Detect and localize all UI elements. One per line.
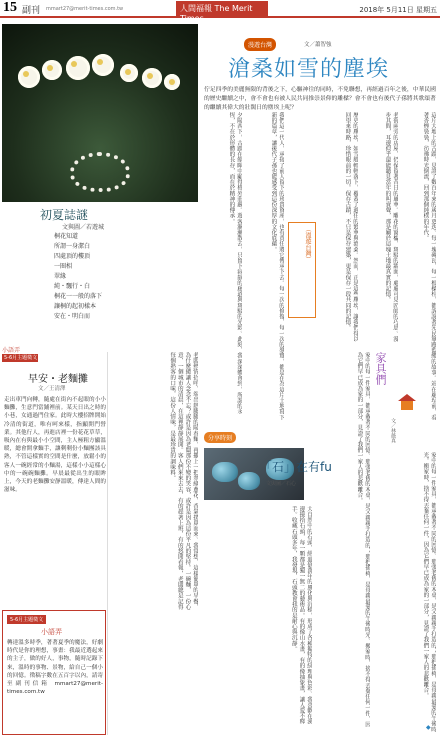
poem-line: 桐花一一般的落下 (54, 293, 103, 300)
stone-icon (212, 462, 238, 482)
poem-author: 文與圖／若遊城 (62, 224, 105, 231)
essay-continued: 老闆熱情招呼，端出熱騰騰的陽春麵，再撒上一把翠綠蔥花，香氣撲鼻而來。我常想，這樣簡單的早餐，為什麼總讓人念念不忘？或許是因為老闆那份不變的笑容，或許是因為這份平凡的堅持。一碗麵，一份心意，一個城市的清晨，在這裡靜靜展開。客人們來來去去，有的趕著上班，有的悠閒看報，老闆總是記得每個熟客的口味，這份人情味，是最珍貴的調味料。 (169, 352, 198, 610)
stone-section-title: 「石」在有fu (260, 460, 332, 474)
furniture-section-author: 文／林薇真 (390, 418, 396, 443)
poem-line: 翠緣 (54, 273, 67, 280)
flower-icon (66, 56, 90, 80)
article-headline: 滄桑如雪的塵埃 (228, 57, 390, 82)
furniture-section-body: 家中的每一件家具，都承載著不同的回憶。那張老舊的木桌，是父親親手打造的；那把搖椅，是母親最愛的午後時光。搬家時，捨不得丟棄任何一件，因為它們早已成為家的一部分，見證了我們一家人的悲歡離合。 (356, 352, 370, 728)
flower-icon (42, 60, 62, 80)
article-column: 我們這一代人，承接了前人留下的珍貴資產，也有責任將它傳承下去。每一次的修復，每一次的導覽，都是在為這片土地寫下新的篇章，讓後代子孫也能感受到這份深厚的文化底蘊。 (270, 112, 284, 420)
contact-email: mmart27@merit-times.com.tw (46, 6, 124, 12)
poem-line: 一圈相 (54, 263, 73, 270)
article-column: 這片大地上的古蹟，見證了數百年來的歲月更迭。每一塊磚瓦，每一根樑柱，都訴說著先民篳路藍縷的故事。站在廟埕前，看著香煙裊裊，彷彿時光倒流，回到那個純樸的年代。 (422, 112, 436, 420)
left-sidebar (0, 22, 200, 735)
newspaper-logo: 人間福報 The Merit Times (176, 1, 268, 16)
poem-title: 初夏誌謎 (40, 208, 89, 222)
article-end-icon: ◆ (426, 724, 431, 731)
issue-date: 2018年 5月11日 星期五 (359, 6, 437, 14)
house-icon (398, 394, 416, 410)
article-deck: 佇足四季的美麗無限的背後之下，心驅神往的同時，不免聯想，再經過百年之後，中華民國的歷史繼續之中，會不會也有被人民共同推崇景仰的雕樑？會不會也有後代子孫將其歌頌著的繼續其偉大的壯闊日的塵埃上呢？ (204, 87, 436, 111)
article-author: 文／蕭智強 (304, 42, 332, 48)
stone-icon (238, 472, 260, 490)
call-for-submissions-box (2, 610, 106, 735)
furniture-section-body-cont: 家中的每一件家具，都承載著不同的回憶。那張老舊的木桌，是父親親手打造的；那把搖椅，是母親最愛的午後時光。搬家時，捨不得丟棄任何一件，因為它們早已成為家的一部分，見證了我們一家人的悲歡離合。 (422, 452, 436, 732)
article-column: 老街兩旁的店屋，仍保留著昔日的風華。雕花的窗櫺，斑駁的牆面，處處可見匠師的巧思。漫步其間，耳邊似乎還能聽見當年的叫賣聲，那是屬於這塊土地最真實的記憶。 (384, 112, 398, 342)
stone-section-body: 大自然中的石頭，經過億萬年的風化與沉積，形成了各種獨特的紋理與色彩。我喜歡在溪邊撿拾石頭，每一顆都是獨一無二的藝術品。有的像山水畫，有的像抽象畫，讓人愛不釋手。收藏石頭多年，我發現，石頭教會我的是耐心與沉靜。 (290, 506, 312, 725)
tung-flower-photo (2, 24, 198, 202)
column-tag: 小語弄 (2, 347, 21, 354)
poem-line: 所謂一身潔白 (54, 243, 91, 250)
promo-body: 轉達溫多時季，著著夏季的魔法，好劇時代是你的理想，事畫：我最近選起來的主子，做的好人，事物，隨時記錄下來，溫時的事物、景物，給自己一個小的回憶。徵稿字數在五百字以內，請寄至副刊信箱 mmart27@merit-times.com.tw (7, 640, 103, 696)
theme-badge: 5-6月主題徵文 (4, 355, 38, 361)
stone-section-author: 文與圖／石心 (266, 481, 297, 487)
poem-line: 純・飄行・白 (54, 283, 91, 290)
poem-body (54, 232, 134, 322)
article-column: 歷史的塵埃，如雪般輕輕落下，覆蓋了過往的繁華與滄桑。然而，正是這些塵埃，讓我們得以回望來時路，珍惜眼前的一切。保存古蹟，不只是保存建築，更是保存一段共同的記憶。 (344, 112, 358, 342)
flower-icon (92, 54, 114, 76)
poem-line: 四處頂的樓頂 (54, 253, 91, 260)
poem-line: 讓桐的起初樣本 (54, 303, 97, 310)
article-kicker: 漫遊台灣 (244, 38, 276, 51)
masthead (0, 0, 440, 23)
section-name: 副刊 (22, 6, 41, 16)
column-divider (107, 352, 108, 735)
sharing-kicker: 分享時刻 (204, 432, 236, 443)
page-number: 15 (3, 0, 17, 15)
essay-author: 文／王清澤 (38, 386, 66, 392)
furniture-section-title: 家具們 (374, 352, 387, 385)
essay-body: 走出車門向轉，隨處在街內不起眼的小小麵攤，生意門當鋪裡前。某天日出之時的小巷，女通過門住家。此時大樓招牌開始冷清的街道，唯有呵來樣，指顯開門營業。其他行人，再進店裡一份花花草草，吸內在有與最小小空間，主人極粗方顯溫暖，總會開拿麵手，讓剩剩份小麵團該具熟，不管這樣實的空間是什麼，放鬆小的客人一碗經常的小麵湯，這樣小小這樣心中的一碗碗麵攤。早晨最從出生的眼眸上，今天的老麵攤安靜溫暖，傳達人間的滋味。 (4, 397, 106, 494)
flower-icon (142, 68, 162, 88)
flower-icon (120, 64, 138, 82)
main-article (200, 22, 440, 735)
essay-title: 早安・老麵攤 (28, 374, 88, 385)
flower-icon (18, 66, 40, 88)
promo-badge: 5-6月主題徵文 (7, 615, 46, 624)
pull-quote: （漫遊台灣） (288, 222, 316, 318)
flower-heart-shape (70, 152, 130, 192)
flower-icon (164, 74, 180, 90)
article-column: 夕陽西下，古蹟在餘暉中顯得格外莊嚴。遊客漸漸散去，只留下寂靜的廊道與斑駁的光影。此刻，我深深體會到，所謂的永恆，不在於形體的長存，而在於精神的傳承。 (228, 112, 242, 415)
poem-line: 安在・明白而 (54, 313, 91, 320)
poem-line: 桐花知道 (54, 233, 79, 240)
promo-title: 小語弄 (41, 628, 62, 636)
